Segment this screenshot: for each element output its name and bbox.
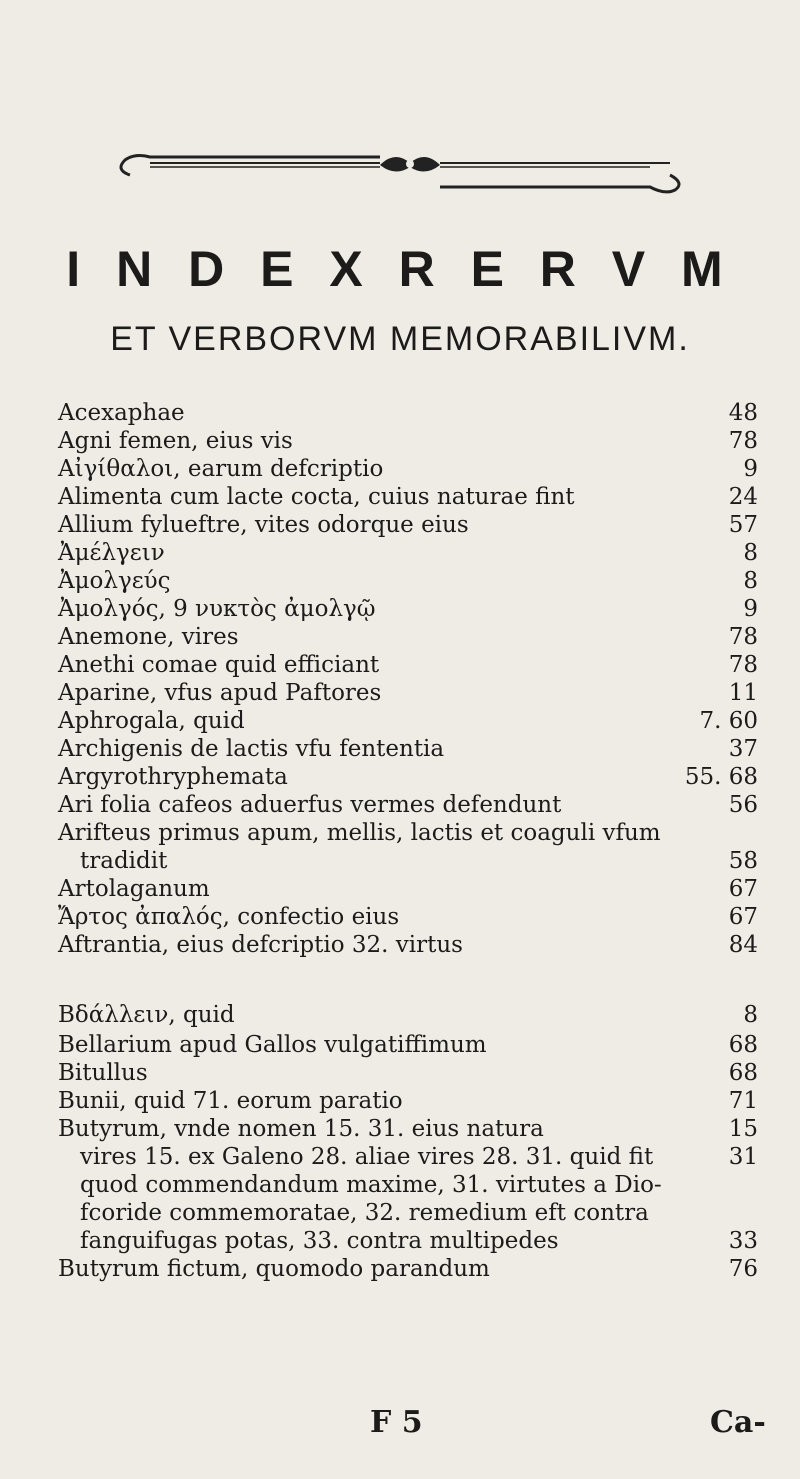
index-entry: Αἰγίθαλοι, earum defcriptio 9 xyxy=(58,456,758,482)
index-entry: Aphrogala, quid 7. 60 xyxy=(58,708,758,734)
index-entry: Bellarium apud Gallos vulgatiffimum 68 xyxy=(58,1032,758,1058)
index-entry: Aparine, vfus apud Paftores 11 xyxy=(58,680,758,706)
index-entry: Arifteus primus apum, mellis, lactis et coaguli vfum xyxy=(58,820,661,846)
index-entry: Allium fylueftre, vites odorque eius 57 xyxy=(58,512,758,538)
index-entry-continuation: quod commendandum maxime, 31. virtutes a Dio- xyxy=(80,1172,662,1198)
index-entry: Bitullus 68 xyxy=(58,1060,758,1086)
index-entry: Bunii, quid 71. eorum paratio 71 xyxy=(58,1088,758,1114)
signature-mark: F 5 xyxy=(370,1405,423,1440)
decorative-rule-ornament xyxy=(110,145,690,195)
index-entry-continuation: tradidit 58 xyxy=(80,848,758,874)
index-entry-continuation: vires 15. ex Galeno 28. aliae vires 28. 31. quid fit 31 xyxy=(80,1144,758,1170)
index-entry: Butyrum, vnde nomen 15. 31. eius natura 15 xyxy=(58,1116,758,1142)
index-entry-continuation: fanguifugas potas, 33. contra multipedes 33 xyxy=(80,1228,758,1254)
index-entry-continuation: fcoride commemoratae, 32. remedium eft contra xyxy=(80,1200,649,1226)
index-entry: Acexaphae 48 xyxy=(58,400,758,426)
index-entry: Ari folia cafeos aduerfus vermes defendunt 56 xyxy=(58,792,758,818)
index-entry: Anethi comae quid efficiant 78 xyxy=(58,652,758,678)
index-entry: Alimenta cum lacte cocta, cuius naturae fint 24 xyxy=(58,484,758,510)
index-title: I N D E X R E R V M xyxy=(66,241,734,297)
index-entry: Ἀμολγεύς 8 xyxy=(58,568,758,594)
index-entry: Ἄρτος ἀπαλός, confectio eius 67 xyxy=(58,904,758,930)
index-entry: Archigenis de lactis vfu fententia 37 xyxy=(58,736,758,762)
index-entry: Ἀμολγός, 9 νυκτὸς ἀμολγῷ 9 xyxy=(58,596,758,622)
index-entry: Bδάλλειν, quid 8 xyxy=(58,1002,758,1028)
catchword: Ca- xyxy=(710,1405,766,1440)
index-entry: Anemone, vires 78 xyxy=(58,624,758,650)
index-subtitle: ET VERBORVM MEMORABILIVM. xyxy=(110,320,690,358)
index-entry: Artolaganum 67 xyxy=(58,876,758,902)
index-entry: Ἀμέλγειν 8 xyxy=(58,540,758,566)
index-entry: Butyrum fictum, quomodo parandum 76 xyxy=(58,1256,758,1282)
index-entry: Argyrothryphemata 55. 68 xyxy=(58,764,758,790)
index-entry: Agni femen, eius vis 78 xyxy=(58,428,758,454)
index-entry: Aftrantia, eius defcriptio 32. virtus 84 xyxy=(58,932,758,958)
